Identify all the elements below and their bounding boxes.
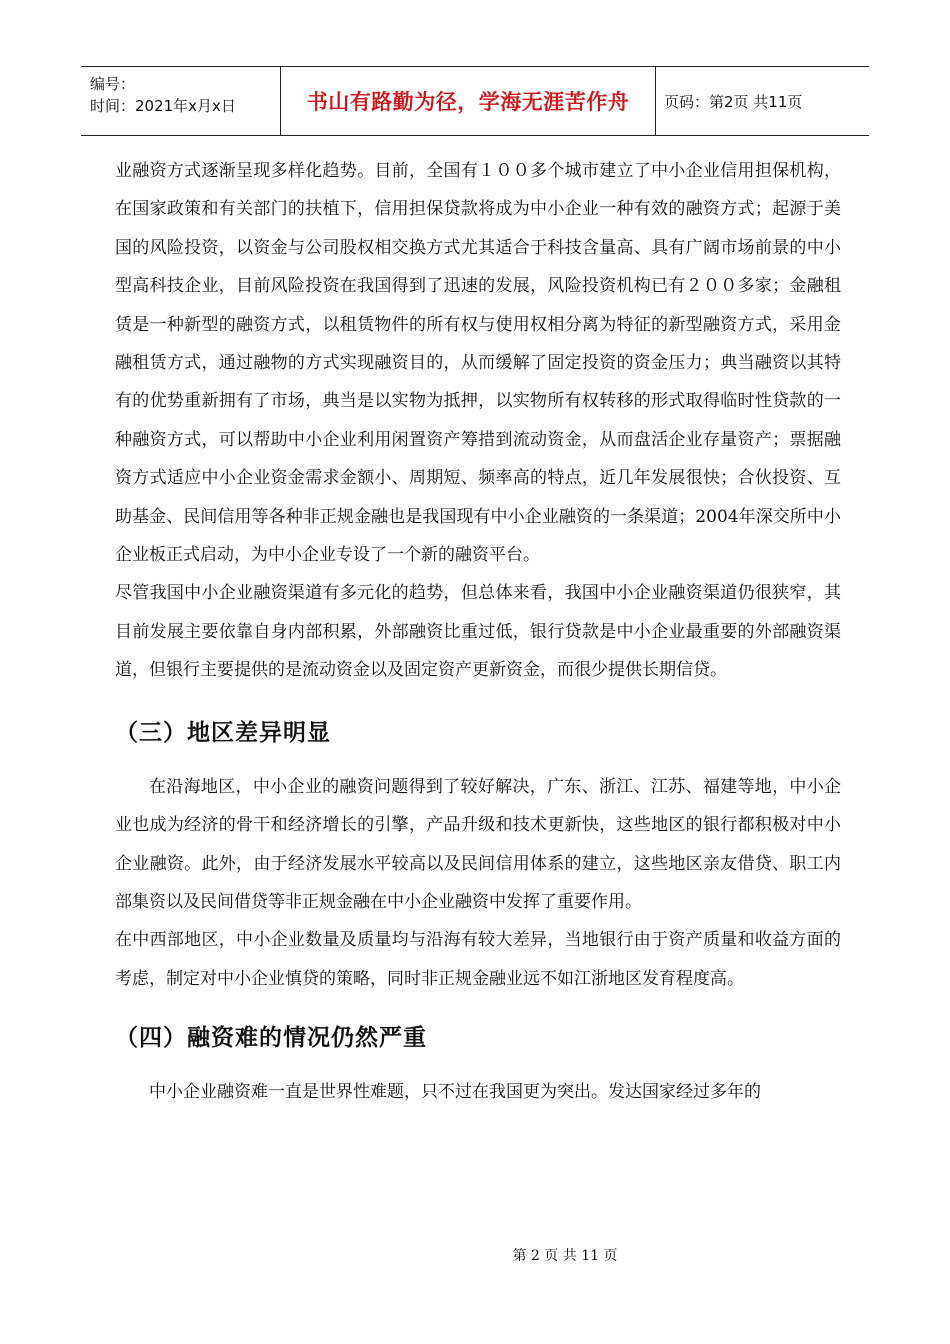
body-paragraph: 尽管我国中小企业融资渠道有多元化的趋势，但总体来看，我国中小企业融资渠道仍很狭窄，其目前发展主要依靠自身内部积累，外部融资比重过低，银行贷款是中小企业最重要的外部融资渠道，但银行主要提供的是流动资金以及固定资产更新资金，而很少提供长期信贷。 <box>115 583 841 681</box>
header-page-label: 页码：第2页 共11页 <box>664 92 803 111</box>
section-heading: （四）融资难的情况仍然严重 <box>115 1024 427 1052</box>
body-paragraph: 在沿海地区，中小企业的融资问题得到了较好解决，广东、浙江、江苏、福建等地，中小企业也成为经济的骨干和经济增长的引擎，产品升级和技术更新快，这些地区的银行都积极对中小企业融资。此外，由于经济发展水平较高以及民间信用体系的建立，这些地区亲友借贷、职工内部集资以及民间借贷等非正规金融在中小企业融资中发挥了重要作用。 <box>115 776 841 912</box>
body-paragraph: 在中西部地区，中小企业数量及质量均与沿海有较大差异，当地银行由于资产质量和收益方面的考虑，制定对中小企业慎贷的策略，同时非正规金融业远不如江浙地区发育程度高。 <box>115 930 841 989</box>
body-paragraph: 中小企业融资难一直是世界性难题，只不过在我国更为突出。发达国家经过多年的 <box>149 1082 761 1103</box>
header-meta <box>81 67 281 135</box>
document-number-label: 编号： <box>90 75 136 93</box>
document-date-label: 时间：2021年x月x日 <box>90 97 236 115</box>
page-header <box>81 66 869 136</box>
page-footer <box>0 1245 950 1265</box>
header-motto: 书山有路勤为径，学海无涯苦作舟 <box>306 90 630 114</box>
header-motto-cell <box>281 67 656 135</box>
footer-page-number: 第 2 页 共 11 页 <box>512 1248 618 1264</box>
body-paragraph: 业融资方式逐渐呈现多样化趋势。目前，全国有１００多个城市建立了中小企业信用担保机构，在国家政策和有关部门的扶植下，信用担保贷款将成为中小企业一种有效的融资方式；起源于美国的风险投资，以资金与公司股权相交换方式尤其适合于科技含量高、具有广阔市场前景的中小型高科技企业，目前风险投资在我国得到了迅速的发展，风险投资机构已有２００多家；金融租赁是一种新型的融资方式，以租赁物件的所有权与使用权相分离为特征的新型融资方式，采用金融租赁方式，通过融物的方式实现融资目的，从而缓解了固定投资的资金压力；典当融资以其特有的优势重新拥有了市场，典当是以实物为抵押，以实物所有权转移的形式取得临时性贷款的一种融资方式，可以帮助中小企业利用闲置资产筹措到流动资金，从而盘活企业存量资产；票据融资方式适应中小企业资金需求金额小、周期短、频率高的特点，近几年发展很快；合伙投资、互助基金、民间信用等各种非正规金融也是我国现有中小企业融资的一条渠道；2004年深交所中小企业板正式启动，为中小企业专设了一个新的融资平台。 <box>115 161 841 566</box>
document-body <box>115 152 841 1112</box>
header-page-cell <box>656 67 869 135</box>
section-heading: （三）地区差异明显 <box>115 718 331 746</box>
